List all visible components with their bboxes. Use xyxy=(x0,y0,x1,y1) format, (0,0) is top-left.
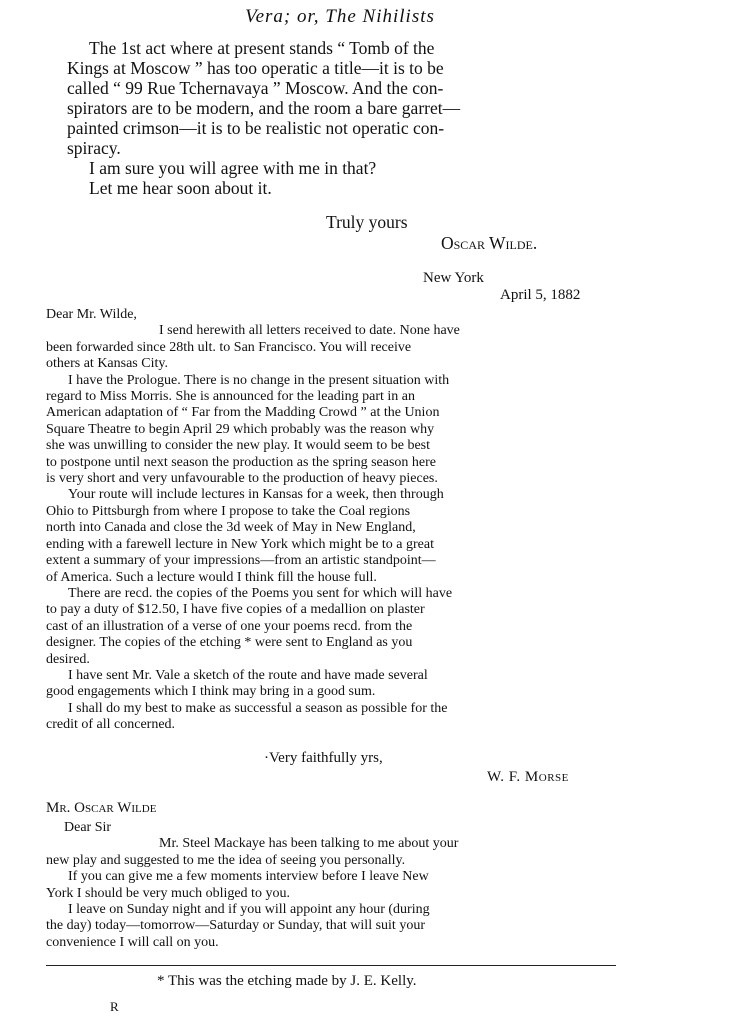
text-line: extent a summary of your impressions—from an artistic standpoint— xyxy=(46,553,436,569)
text-line: spirators are to be modern, and the room a bare garret— xyxy=(67,98,461,118)
text-line: There are recd. the copies of the Poems you sent for which will have xyxy=(68,585,453,601)
footnote: * This was the etching made by J. E. Kelly. xyxy=(157,973,417,989)
text-line: spiracy. xyxy=(67,138,121,158)
closing: ·Very faithfully yrs, xyxy=(264,750,383,766)
text-line: I leave on Sunday night and if you will appoint any hour (during xyxy=(68,902,430,918)
text-line: Mr. Steel Mackaye has been talking to me about your xyxy=(159,836,459,852)
letter-morse-body xyxy=(46,307,622,734)
footnote-rule xyxy=(46,965,616,966)
text-line: new play and suggested to me the idea of seeing you personally. xyxy=(46,852,406,868)
text-line: north into Canada and close the 3d week of May in New England, xyxy=(46,520,416,536)
text-line: credit of all concerned. xyxy=(46,717,176,733)
letter-place: New York xyxy=(423,270,484,286)
text-line: I have sent Mr. Vale a sketch of the route and have made several xyxy=(68,667,428,683)
text-line: to postpone until next season the production as the spring season here xyxy=(46,454,436,470)
text-line: Let me hear soon about it. xyxy=(89,178,272,198)
text-line: convenience I will call on you. xyxy=(46,934,219,950)
letter-mackaye-body xyxy=(46,820,622,951)
text-line: American adaptation of “ Far from the Madding Crowd ” at the Union xyxy=(46,405,440,421)
text-line: been forwarded since 28th ult. to San Francisco. You will receive xyxy=(46,339,412,355)
signature: W. F. Morse xyxy=(487,769,569,785)
text-line: I send herewith all letters received to date. None have xyxy=(159,323,460,339)
text-line: to pay a duty of $12.50, I have five copies of a medallion on plaster xyxy=(46,602,425,618)
text-line: Ohio to Pittsburgh from where I propose to take the Coal regions xyxy=(46,503,411,519)
text-line: good engagements which I think may bring in a good sum. xyxy=(46,684,376,700)
letter-wilde-body xyxy=(67,38,627,198)
running-title: Vera; or, The Nihilists xyxy=(245,6,435,27)
text-line: regard to Miss Morris. She is announced for the leading part in an xyxy=(46,389,415,405)
signature-mark: R xyxy=(110,999,119,1014)
text-line: Your route will include lectures in Kansas for a week, then through xyxy=(68,487,444,503)
text-line: The 1st act where at present stands “ Tomb of the xyxy=(89,38,435,58)
text-line: she was unwilling to consider the new play. It would seem to be best xyxy=(46,438,431,454)
closing: Truly yours xyxy=(326,212,408,232)
text-line: I shall do my best to make as successful a season as possible for the xyxy=(68,700,448,716)
text-line: called “ 99 Rue Tchernavaya ” Moscow. And the con- xyxy=(67,78,444,98)
salutation: Dear Mr. Wilde, xyxy=(46,307,137,322)
signature: Oscar Wilde. xyxy=(441,233,538,253)
text-line: ending with a farewell lecture in New York which might be to a great xyxy=(46,536,435,552)
addressee: Mr. Oscar Wilde xyxy=(46,800,157,816)
letter-date: April 5, 1882 xyxy=(500,287,581,303)
text-line: York I should be very much obliged to you. xyxy=(46,885,290,901)
text-line: If you can give me a few moments interview before I leave New xyxy=(68,869,429,885)
text-line: I have the Prologue. There is no change in the present situation with xyxy=(68,372,450,388)
text-line: Kings at Moscow ” has too operatic a title—it is to be xyxy=(67,58,444,78)
text-line: Square Theatre to begin April 29 which probably was the reason why xyxy=(46,421,435,437)
text-line: others at Kansas City. xyxy=(46,356,168,372)
text-line: painted crimson—it is to be realistic not operatic con- xyxy=(67,118,445,138)
text-line: the day) today—tomorrow—Saturday or Sunday, that will suit your xyxy=(46,918,425,934)
text-line: of America. Such a lecture would I think fill the house full. xyxy=(46,569,377,585)
text-line: is very short and very unfavourable to the production of heavy pieces. xyxy=(46,471,438,487)
text-line: I am sure you will agree with me in that? xyxy=(89,158,377,178)
text-line: designer. The copies of the etching * were sent to England as you xyxy=(46,635,413,651)
salutation: Dear Sir xyxy=(64,820,112,835)
text-line: desired. xyxy=(46,651,90,667)
text-line: cast of an illustration of a verse of one your poems recd. from the xyxy=(46,618,413,634)
